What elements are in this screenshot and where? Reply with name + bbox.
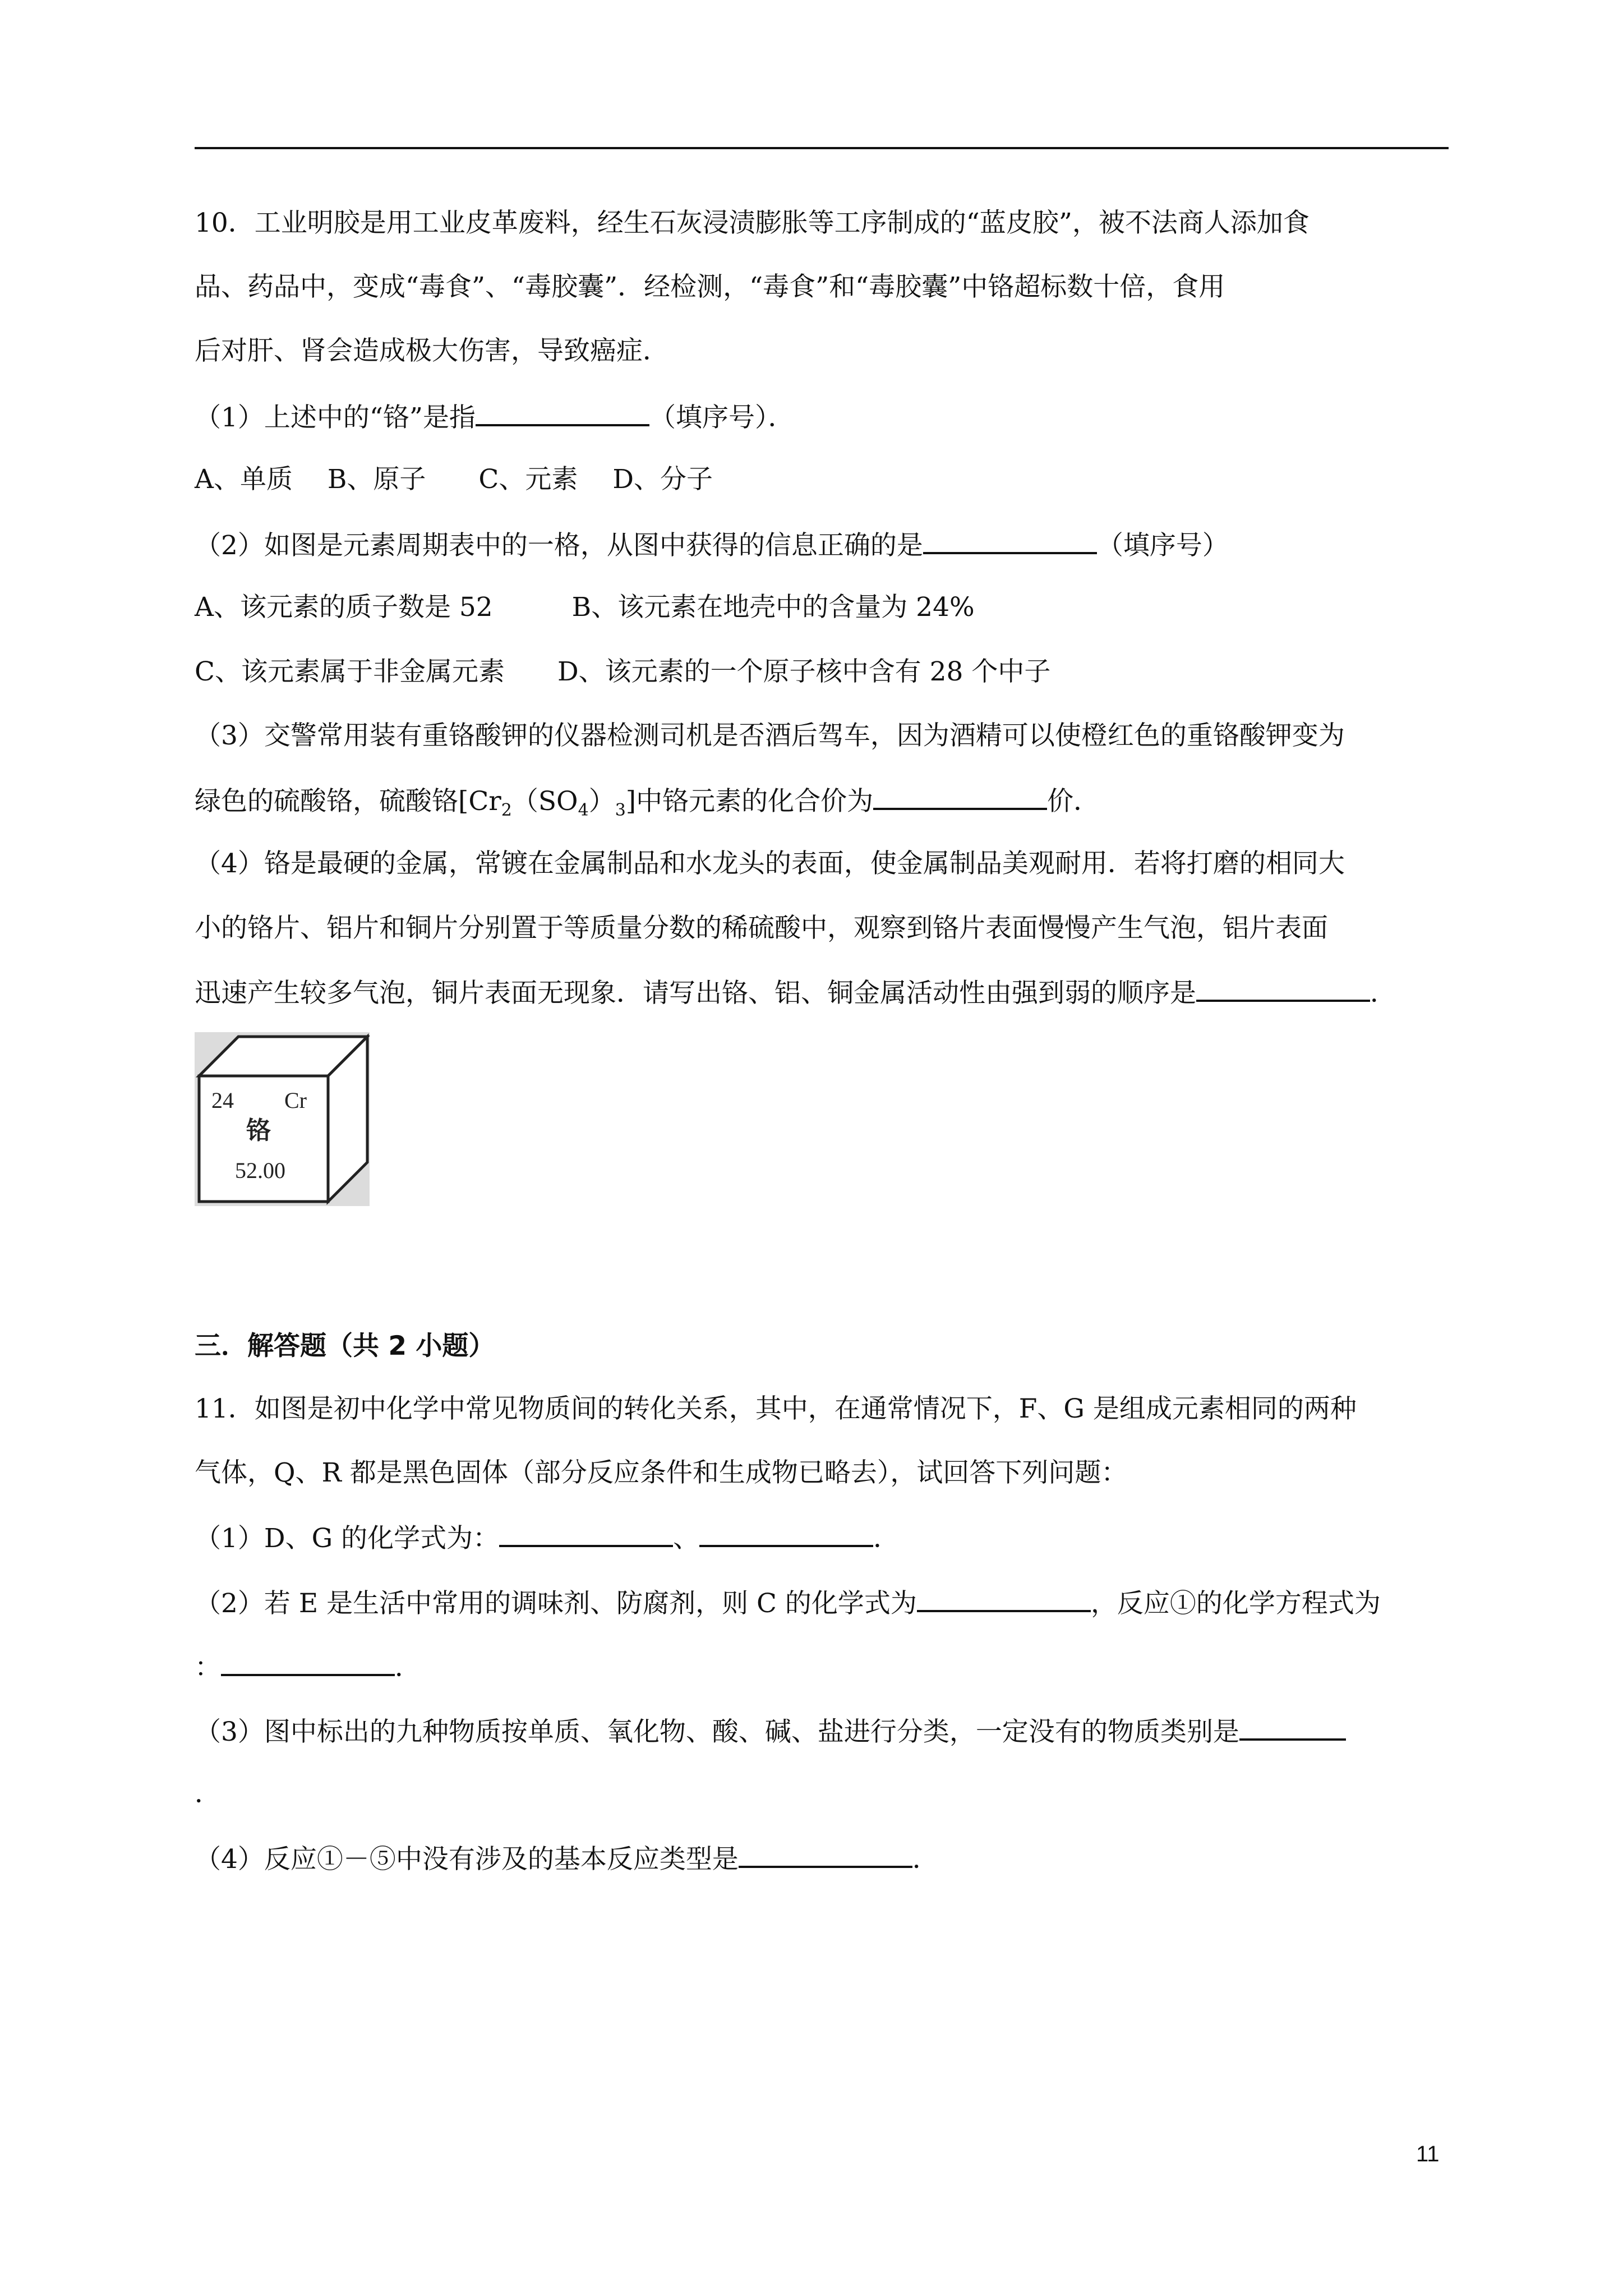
subscript: 3 [615, 800, 626, 820]
q10-part-4-text: 迅速产生较多气泡，铜片表面无现象．请写出铬、铝、铜金属活动性由强到弱的顺序是 [195, 978, 1196, 1009]
q11-part-2-colon: ： [195, 1652, 221, 1683]
q11-part-4-text: （4）反应①－⑤中没有涉及的基本反应类型是 [195, 1844, 739, 1875]
q10-part-2-end: （填序号） [1096, 530, 1229, 561]
q10-part-1-end: （填序号）． [649, 402, 795, 433]
q10-part-4-line-2: 小的铬片、铝片和铜片分别置于等质量分数的稀硫酸中，观察到铬片表面慢慢产生气泡，铝片表面 [195, 913, 1328, 944]
q10-part-3-end: 价． [1047, 786, 1100, 817]
q11-part-2-mid: ，反应①的化学方程式为 [1090, 1588, 1381, 1619]
formula-part: ]中铬元素的化合价为 [625, 786, 874, 817]
element-name: 铬 [246, 1116, 271, 1145]
q11-part-1-text: （1）D、G 的化学式为： [195, 1523, 500, 1554]
header-rule [195, 147, 1449, 149]
answer-blank[interactable] [1196, 975, 1370, 1002]
q10-part-1-text: （1）上述中的“铬”是指 [195, 402, 476, 433]
answer-blank[interactable] [739, 1841, 912, 1868]
q10-part-2 [195, 527, 1229, 563]
element-symbol: Cr [284, 1088, 307, 1113]
q11-intro-line-2: 气体，Q、R 都是黑色固体（部分反应条件和生成物已略去），试回答下列问题： [195, 1457, 1128, 1488]
subscript: 2 [501, 800, 512, 820]
subscript: 4 [578, 800, 589, 820]
q10-part-3-line-1: （3）交警常用装有重铬酸钾的仪器检测司机是否酒后驾车，因为酒精可以使橙红色的重铬酸钾变为 [195, 720, 1345, 751]
q10-part-2-text: （2）如图是元素周期表中的一格，从图中获得的信息正确的是 [195, 530, 923, 561]
q10-part-2-option-ab: A、该元素的质子数是 52 B、该元素在地壳中的含量为 24% [195, 592, 975, 623]
q11-part-4 [195, 1841, 939, 1876]
q10-intro-line-3: 后对肝、肾会造成极大伤害，导致癌症． [195, 335, 669, 366]
q11-part-1-sep: 、 [673, 1523, 700, 1554]
q10-part-4-line-1: （4）铬是最硬的金属，常镀在金属制品和水龙头的表面，使金属制品美观耐用．若将打磨的相同大 [195, 848, 1345, 879]
q11-part-2 [195, 1585, 1381, 1621]
answer-blank[interactable] [923, 527, 1097, 554]
q11-part-2-text: （2）若 E 是生活中常用的调味剂、防腐剂，则 C 的化学式为 [195, 1588, 917, 1619]
q10-part-1 [195, 399, 794, 435]
q11-intro-line-1: 11．如图是初中化学中常见物质间的转化关系，其中，在通常情况下，F、G 是组成元素相同的两种 [195, 1393, 1357, 1424]
formula-part: （SO [511, 786, 578, 817]
q11-part-3-cont: ． [195, 1778, 221, 1809]
atomic-number: 24 [211, 1088, 234, 1113]
formula-part: ） [588, 786, 615, 817]
answer-blank[interactable] [699, 1520, 873, 1547]
q11-part-1 [195, 1520, 900, 1556]
answer-blank[interactable] [476, 399, 649, 426]
periodic-table-cell [195, 1032, 370, 1206]
q10-part-4-end: ． [1370, 978, 1396, 1009]
answer-blank[interactable] [499, 1520, 673, 1547]
answer-blank[interactable] [221, 1649, 395, 1676]
atomic-mass: 52.00 [235, 1158, 285, 1183]
formula-part: 绿色的硫酸铬，硫酸铬[Cr [195, 786, 501, 817]
q10-part-4-line-3 [195, 975, 1396, 1010]
answer-blank[interactable] [1239, 1714, 1346, 1741]
q10-intro-line-2: 品、药品中，变成“毒食”、“毒胶囊”．经检测，“毒食”和“毒胶囊”中铬超标数十倍，食用 [195, 272, 1225, 302]
q11-part-2-cont [195, 1649, 421, 1685]
q10-part-2-option-cd: C、该元素属于非金属元素 D、该元素的一个原子核中含有 28 个中子 [195, 656, 1051, 687]
answer-blank[interactable] [917, 1585, 1091, 1612]
q11-part-4-end: ． [912, 1844, 939, 1875]
q11-part-1-end: ． [873, 1523, 900, 1554]
q11-part-3 [195, 1714, 1346, 1749]
answer-blank[interactable] [873, 783, 1047, 810]
page-number: 11 [1416, 2142, 1440, 2166]
section-heading: 三．解答题（共 2 小题） [195, 1331, 495, 1361]
q11-part-2-end: ． [395, 1652, 421, 1683]
q10-part-3-line-2 [195, 783, 1100, 827]
q10-part-1-options: A、单质 B、原子 C、元素 D、分子 [195, 464, 713, 495]
q10-intro-line-1: 10．工业明胶是用工业皮革废料，经生石灰浸渍膨胀等工序制成的“蓝皮胶”，被不法商人添加食 [195, 208, 1310, 238]
q11-part-3-text: （3）图中标出的九种物质按单质、氧化物、酸、碱、盐进行分类，一定没有的物质类别是 [195, 1717, 1239, 1747]
